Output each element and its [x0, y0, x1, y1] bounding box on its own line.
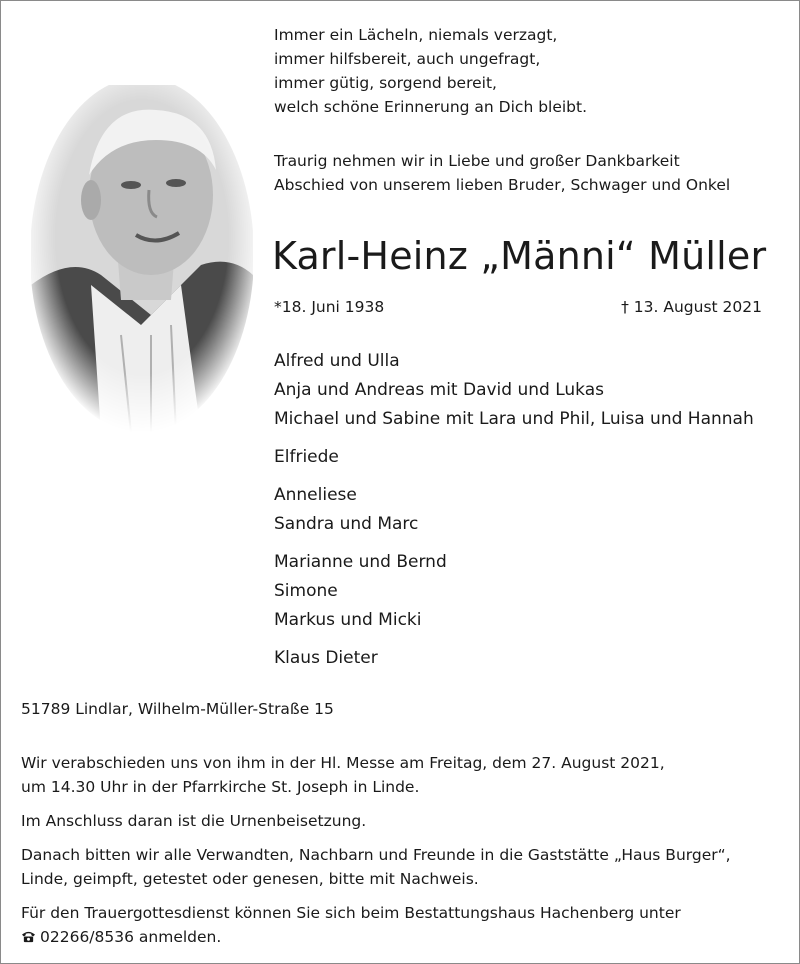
notice-line: Danach bitten wir alle Verwandten, Nachbarn und Freunde in die Gaststätte „Haus Burger“, [21, 846, 731, 864]
notice-line: um 14.30 Uhr in der Pfarrkirche St. Joseph in Linde. [21, 778, 420, 796]
notice-line: Im Anschluss daran ist die Urnenbeisetzung. [21, 812, 367, 830]
intro-line: Traurig nehmen wir in Liebe und großer Dankbarkeit [274, 152, 680, 170]
family-member: Anneliese [274, 485, 357, 505]
phone-line [21, 925, 731, 949]
family-member: Anja und Andreas mit David und Lukas [274, 380, 604, 400]
poem-line: welch schöne Erinnerung an Dich bleibt. [274, 98, 588, 116]
funeral-notice [21, 751, 731, 959]
death-date: † 13. August 2021 [621, 298, 762, 316]
address: 51789 Lindlar, Wilhelm-Müller-Straße 15 [21, 700, 334, 718]
notice-paragraph [21, 901, 731, 949]
notice-line: Für den Trauergottesdienst können Sie sich beim Bestattungshaus Hachenberg unter [21, 904, 681, 922]
notice-paragraph [21, 809, 731, 833]
notice-paragraph [21, 751, 731, 799]
intro-text [274, 149, 730, 197]
family-group [274, 548, 754, 635]
family-member: Markus und Micki [274, 610, 422, 630]
family-member: Marianne und Bernd [274, 552, 447, 572]
family-group [274, 347, 754, 434]
notice-line: Wir verabschieden uns von ihm in der Hl. Messe am Freitag, dem 27. August 2021, [21, 754, 665, 772]
poem-line: Immer ein Lächeln, niemals verzagt, [274, 26, 558, 44]
notice-line: Linde, geimpft, getestet oder genesen, bitte mit Nachweis. [21, 870, 479, 888]
family-member: Simone [274, 581, 338, 601]
family-member: Alfred und Ulla [274, 351, 400, 371]
family-member: Elfriede [274, 447, 339, 467]
intro-line: Abschied von unserem lieben Bruder, Schwager und Onkel [274, 176, 731, 194]
family-group [274, 481, 754, 539]
notice-paragraph [21, 843, 731, 891]
poem-line: immer gütig, sorgend bereit, [274, 74, 497, 92]
phone-text: 02266/8536 anmelden. [40, 928, 222, 946]
deceased-name: Karl-Heinz „Männi“ Müller [272, 234, 767, 278]
family-list [274, 347, 754, 682]
family-member: Michael und Sabine mit Lara und Phil, Luisa und Hannah [274, 409, 754, 429]
portrait-photo [31, 85, 253, 433]
poem [274, 23, 587, 119]
family-member: Klaus Dieter [274, 648, 378, 668]
family-member: Sandra und Marc [274, 514, 419, 534]
telephone-icon [21, 930, 36, 943]
family-group [274, 443, 754, 472]
birth-date: *18. Juni 1938 [274, 298, 385, 316]
poem-line: immer hilfsbereit, auch ungefragt, [274, 50, 541, 68]
family-group [274, 644, 754, 673]
